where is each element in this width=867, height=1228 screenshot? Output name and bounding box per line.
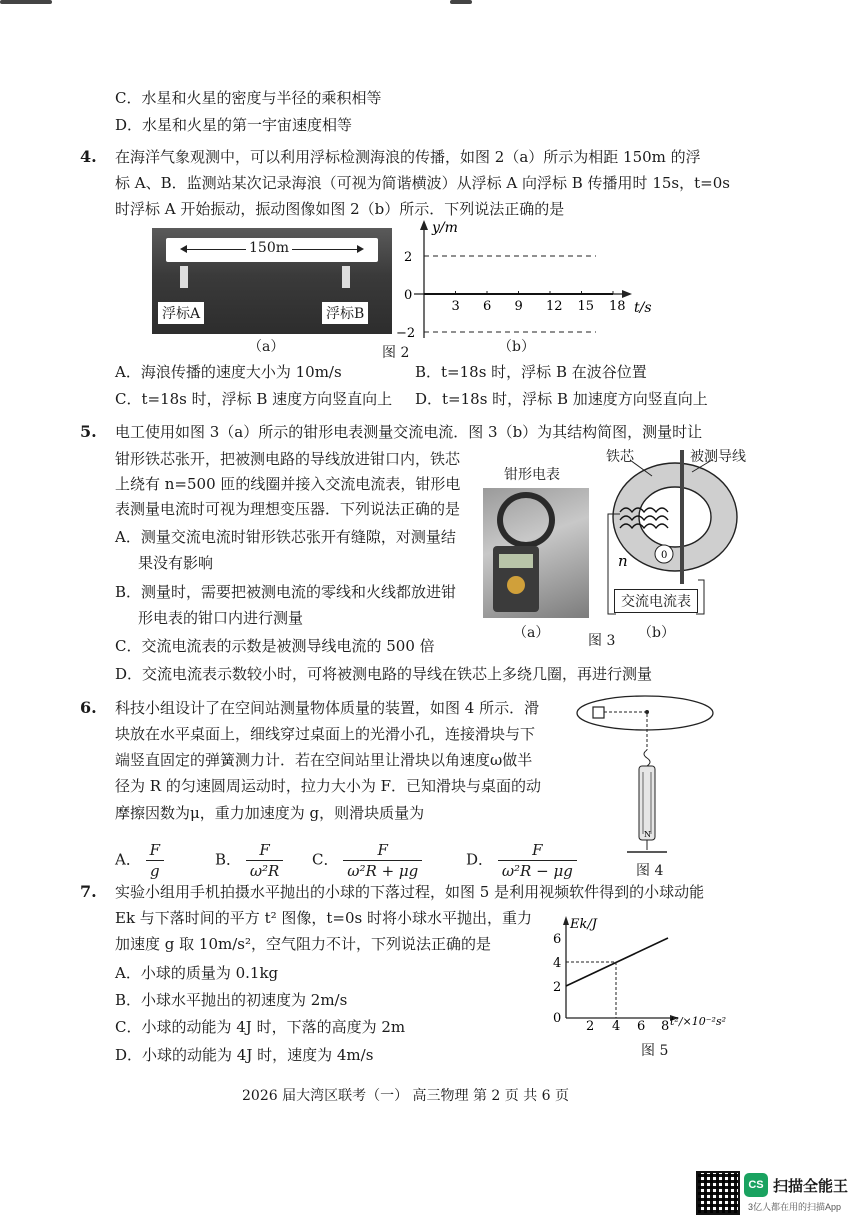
subfigure-label-b: （b） [498, 339, 535, 355]
q7-stem-line: 实验小组用手机拍摄水平抛出的小球的下落过程，如图 5 是利用视频软件得到的小球动能 [115, 883, 705, 901]
question-number: 4. [80, 147, 97, 166]
y-tick-label: 4 [553, 956, 562, 971]
subfigure-label-a: （a） [513, 625, 550, 641]
q4-stem-line: 标 A、B．监测站某次记录海浪（可视为简谐横波）从浮标 A 向浮标 B 传播用时 15s，t=0s [115, 174, 730, 192]
q6-option-b [215, 840, 283, 881]
scan-mark [450, 0, 472, 4]
x-tick-label: 2 [586, 1019, 595, 1034]
meter-dial [507, 576, 525, 594]
denominator: ω²R + μg [347, 862, 419, 880]
scan-mark [0, 0, 52, 4]
q6-stem-line: 径为 R 的匀速圆周运动时，拉力大小为 F．已知滑块与桌面的动 [115, 777, 542, 795]
spring-scale-body [639, 766, 655, 840]
x-axis-arrow-icon [622, 290, 632, 298]
q6-stem-line: 端竖直固定的弹簧测力计．若在空间站里让滑块以角速度ω做半 [115, 751, 533, 769]
numerator: F [343, 840, 422, 861]
buoy-b-label: 浮标B [322, 302, 368, 324]
coil-turns-label: n [618, 552, 628, 570]
x-tick-label: 6 [483, 299, 492, 314]
buoy-b-icon [342, 266, 350, 288]
meter-display [499, 554, 533, 568]
denominator: ω²R [249, 862, 280, 880]
q6-stem-line: 摩擦因数为μ，重力加速度为 g，则滑块质量为 [115, 804, 425, 822]
zero-label: 0 [661, 550, 668, 561]
x-tick-label: 12 [546, 299, 563, 314]
y-axis-arrow-icon [563, 916, 569, 925]
q4-option-c: C．t=18s 时，浮标 B 速度方向竖直向上 [115, 390, 393, 408]
spring-unit-label: N [644, 830, 651, 839]
x-axis-label: t²/×10⁻²s² [670, 1015, 727, 1028]
x-tick-label: 6 [637, 1019, 646, 1034]
q6-option-a [115, 840, 164, 881]
q7-option-a: A．小球的质量为 0.1kg [115, 964, 279, 982]
fraction [343, 840, 422, 881]
meter-body [493, 546, 539, 612]
q5-option-d: D．交流电流表示数较小时，可将被测电路的导线在铁芯上多绕几圈，再进行测量 [115, 665, 653, 683]
q7-option-b: B．小球水平抛出的初速度为 2m/s [115, 991, 348, 1009]
watermark-brand: 扫描全能王 [773, 1178, 849, 1195]
y-tick-label: 6 [553, 932, 562, 947]
numerator: F [146, 840, 164, 861]
option-label: D． [466, 850, 494, 869]
y-tick-label: 0 [404, 288, 413, 303]
fraction [146, 840, 164, 881]
q4-stem-line: 在海洋气象观测中，可以利用浮标检测海浪的传播，如图 2（a）所示为相距 150m 的浮 [115, 148, 701, 166]
subfigure-label-a: （a） [248, 339, 285, 355]
arrow-left-icon [180, 245, 187, 253]
hole [645, 710, 649, 714]
hook-icon [644, 750, 650, 766]
watermark-slogan: 3亿人都在用的扫描App [748, 1202, 842, 1212]
figure-caption: 图 5 [641, 1043, 669, 1059]
q4-option-b: B．t=18s 时，浮标 B 在波谷位置 [415, 363, 647, 381]
q7-option-c: C．小球的动能为 4J 时，下落的高度为 2m [115, 1018, 406, 1036]
x-tick-label: 15 [577, 299, 595, 314]
spring-scale-diagram [575, 694, 720, 864]
wire-label: 被测导线 [690, 449, 746, 465]
y-axis-label: y/m [432, 220, 458, 236]
q5-option-b: B．测量时，需要把被测电流的零线和火线都放进钳 [115, 583, 457, 601]
numerator: F [498, 840, 577, 861]
ek-t2-graph [546, 912, 736, 1036]
slider-block [593, 707, 604, 718]
q5-option-a-cont: 果没有影响 [138, 554, 214, 572]
core-label: 铁芯 [606, 449, 634, 465]
q5-option-b-cont: 形电表的钳口内进行测量 [138, 609, 304, 627]
option-label: B． [215, 850, 242, 869]
core-window [639, 487, 711, 547]
q6-stem-line: 科技小组设计了在空间站测量物体质量的装置，如图 4 所示．滑 [115, 699, 540, 717]
q5-stem-line: 上绕有 n=500 匝的线圈并接入交流电流表，钳形电 [115, 475, 461, 493]
clamp-meter-photo [483, 488, 589, 618]
question-number: 6. [80, 698, 97, 717]
buoy-photo [152, 228, 392, 334]
x-tick-label: 8 [661, 1019, 670, 1034]
y-axis-arrow-icon [420, 220, 428, 230]
y-tick-label: 2 [553, 980, 562, 995]
y-tick-label: −2 [396, 326, 416, 341]
q3-option-d: D．水星和火星的第一宇宙速度相等 [115, 116, 353, 134]
option-label: C． [312, 850, 339, 869]
buoy-a-label: 浮标A [158, 302, 204, 324]
q4-option-d: D．t=18s 时，浮标 B 加速度方向竖直向上 [415, 390, 708, 408]
clamp-meter-label: 钳形电表 [504, 467, 560, 483]
qr-code-icon [696, 1171, 740, 1215]
page-footer: 2026 届大湾区联考（一） 高三物理 第 2 页 共 6 页 [242, 1088, 570, 1104]
clamp-jaw [497, 492, 555, 548]
q6-option-d [466, 840, 577, 881]
x-axis-label: t/s [634, 300, 652, 316]
q5-stem-line: 钳形铁芯张开，把被测电路的导线放进钳口内，铁芯 [115, 450, 461, 468]
q5-stem-line: 表测量电流时可视为理想变压器．下列说法正确的是 [115, 500, 461, 518]
y-tick-label: 2 [404, 250, 413, 265]
arrow-right-icon [357, 245, 364, 253]
q4-stem-line: 时浮标 A 开始振动，振动图像如图 2（b）所示．下列说法正确的是 [115, 200, 565, 218]
question-number: 5. [80, 422, 97, 441]
x-tick-label: 18 [609, 299, 626, 314]
buoy-a-icon [180, 266, 188, 288]
numerator: F [246, 840, 284, 861]
distance-label: 150m [246, 240, 292, 256]
denominator: g [150, 862, 160, 880]
q6-stem-line: 块放在水平桌面上，细线穿过桌面上的光滑小孔，连接滑块与下 [115, 725, 536, 743]
figure-caption: 图 2 [382, 345, 410, 361]
camscanner-logo-icon: CS [744, 1173, 768, 1197]
q5-stem-line: 电工使用如图 3（a）所示的钳形电表测量交流电流．图 3（b）为其结构简图，测量时让 [115, 423, 703, 441]
q7-stem-line: 加速度 g 取 10m/s²，空气阻力不计，下列说法正确的是 [115, 935, 491, 953]
figure-caption: 图 4 [636, 863, 664, 879]
option-label: A． [115, 850, 141, 869]
x-tick-label: 9 [514, 299, 523, 314]
denominator: ω²R − μg [501, 862, 573, 880]
q5-option-a: A．测量交流电流时钳形铁芯张开有缝隙，对测量结 [115, 528, 456, 546]
figure-caption: 图 3 [588, 633, 616, 649]
ammeter-box: 交流电流表 [614, 589, 698, 613]
q7-stem-line: Ek 与下落时间的平方 t² 图像，t=0s 时将小球水平抛出，重力 [115, 909, 532, 927]
x-tick-label: 4 [612, 1019, 621, 1034]
vibration-graph [396, 218, 668, 346]
subfigure-label-b: （b） [638, 625, 675, 641]
fraction [498, 840, 577, 881]
x-tick-label: 3 [451, 299, 460, 314]
fraction [246, 840, 284, 881]
q7-option-d: D．小球的动能为 4J 时，速度为 4m/s [115, 1046, 374, 1064]
q5-option-c: C．交流电流表的示数是被测导线电流的 500 倍 [115, 637, 435, 655]
y-axis-label: Ek/J [570, 917, 597, 932]
q6-option-c [312, 840, 422, 881]
question-number: 7. [80, 882, 97, 901]
q3-option-c: C．水星和火星的密度与半径的乘积相等 [115, 89, 382, 107]
y-tick-label: 0 [553, 1011, 562, 1026]
q4-option-a: A．海浪传播的速度大小为 10m/s [115, 363, 342, 381]
